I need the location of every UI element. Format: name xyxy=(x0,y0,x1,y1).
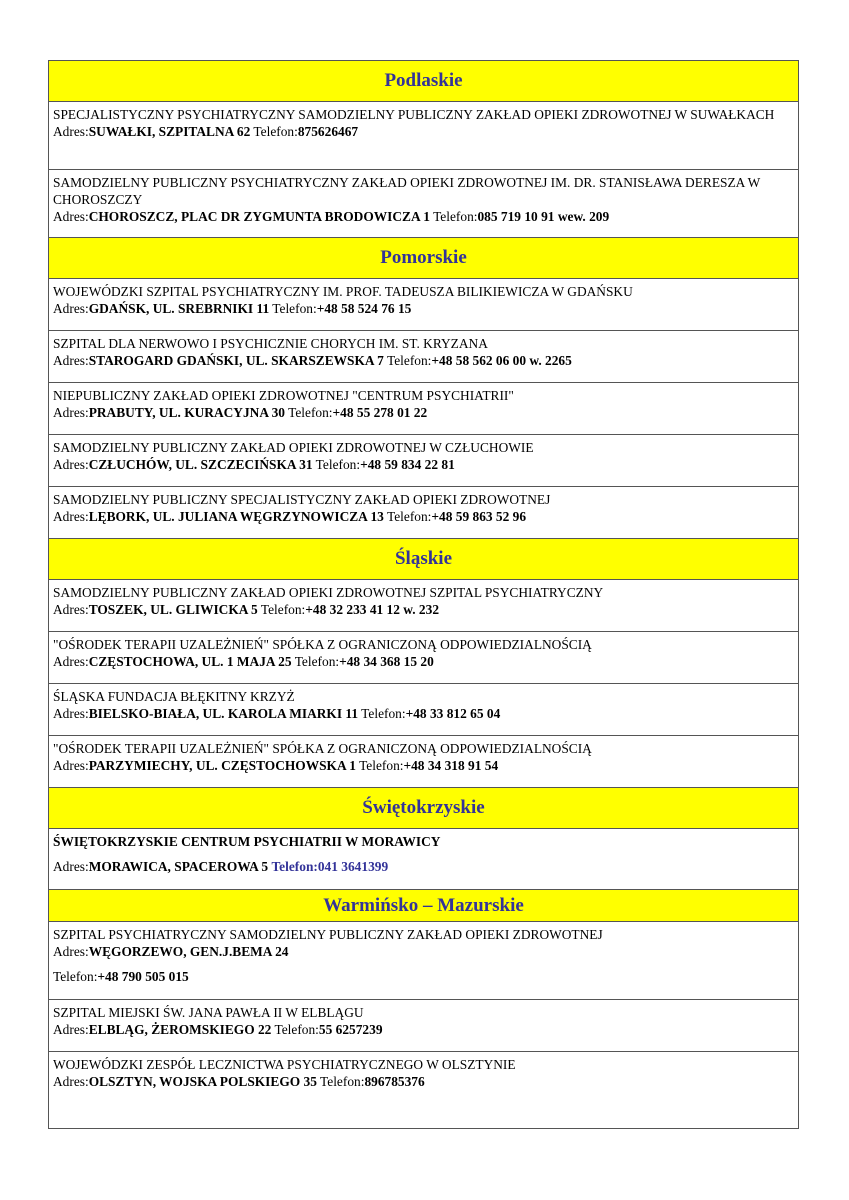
region-header-warminsko-mazurskie xyxy=(49,890,798,922)
facility-name: "OŚRODEK TERAPII UZALEŻNIEŃ" SPÓŁKA Z OGRANICZONĄ ODPOWIEDZIALNOŚCIĄ xyxy=(53,637,592,652)
facility-address-line: Adres:CZĘSTOCHOWA, UL. 1 MAJA 25 Telefon:+48 34 368 15 20 xyxy=(53,654,434,669)
facility-phone: +48 34 318 91 54 xyxy=(403,758,499,773)
facility-address-line: Adres:MORAWICA, SPACEROWA 5 Telefon:041 3641399 xyxy=(53,859,389,874)
region-header-podlaskie xyxy=(49,61,798,102)
facility-entry xyxy=(49,1000,798,1052)
facility-address-line: Adres:OLSZTYN, WOJSKA POLSKIEGO 35 Telefon:896785376 xyxy=(53,1074,425,1089)
facility-phone: 085 719 10 91 wew. 209 xyxy=(477,209,610,224)
region-title: Śląskie xyxy=(394,548,453,569)
facility-name: ŚLĄSKA FUNDACJA BŁĘKITNY KRZYŻ xyxy=(53,689,295,704)
facility-phone: 896785376 xyxy=(364,1074,425,1089)
region-header-slaskie xyxy=(49,539,798,580)
facility-name: SZPITAL PSYCHIATRYCZNY SAMODZIELNY PUBLICZNY ZAKŁAD OPIEKI ZDROWOTNEJ xyxy=(53,927,603,942)
facility-phone: Telefon:041 3641399 xyxy=(271,859,389,874)
facility-name: "OŚRODEK TERAPII UZALEŻNIEŃ" SPÓŁKA Z OGRANICZONĄ ODPOWIEDZIALNOŚCIĄ xyxy=(53,741,592,756)
facility-name: SAMODZIELNY PUBLICZNY ZAKŁAD OPIEKI ZDROWOTNEJ SZPITAL PSYCHIATRYCZNY xyxy=(53,585,604,600)
facility-phone: 55 6257239 xyxy=(318,1022,383,1037)
facility-address-line: Adres:PARZYMIECHY, UL. CZĘSTOCHOWSKA 1 Telefon:+48 34 318 91 54 xyxy=(53,758,499,773)
facility-entry xyxy=(49,487,798,539)
facilities-table xyxy=(48,60,799,1129)
facility-entry xyxy=(49,170,798,238)
facility-address-line: Adres:WĘGORZEWO, GEN.J.BEMA 24 xyxy=(53,944,289,959)
facility-phone: +48 59 863 52 96 xyxy=(431,509,527,524)
facility-address: SUWAŁKI, SZPITALNA 62 xyxy=(88,124,251,139)
facility-address: LĘBORK, UL. JULIANA WĘGRZYNOWICZA 13 xyxy=(88,509,384,524)
facility-address: CHOROSZCZ, PLAC DR ZYGMUNTA BRODOWICZA 1 xyxy=(88,209,430,224)
facility-address-line: Adres:CZŁUCHÓW, UL. SZCZECIŃSKA 31 Telefon:+48 59 834 22 81 xyxy=(53,457,455,472)
facility-name: NIEPUBLICZNY ZAKŁAD OPIEKI ZDROWOTNEJ "CENTRUM PSYCHIATRII" xyxy=(53,388,514,403)
facility-address: STAROGARD GDAŃSKI, UL. SKARSZEWSKA 7 xyxy=(88,353,384,368)
facility-address: OLSZTYN, WOJSKA POLSKIEGO 35 xyxy=(88,1074,317,1089)
facility-name: SAMODZIELNY PUBLICZNY SPECJALISTYCZNY ZAKŁAD OPIEKI ZDROWOTNEJ xyxy=(53,492,551,507)
facility-address: PARZYMIECHY, UL. CZĘSTOCHOWSKA 1 xyxy=(88,758,356,773)
facility-name: SZPITAL DLA NERWOWO I PSYCHICZNIE CHORYCH IM. ST. KRYZANA xyxy=(53,336,488,351)
facility-name: SZPITAL MIEJSKI ŚW. JANA PAWŁA II W ELBLĄGU xyxy=(53,1005,364,1020)
facility-phone: +48 58 562 06 00 w. 2265 xyxy=(431,353,572,368)
facility-entry xyxy=(49,829,798,890)
facility-name: SAMODZIELNY PUBLICZNY PSYCHIATRYCZNY ZAKŁAD OPIEKI ZDROWOTNEJ IM. DR. STANISŁAWA DERESZA W CHOROSZCZY xyxy=(53,175,761,207)
facility-entry xyxy=(49,580,798,632)
facility-name: ŚWIĘTOKRZYSKIE CENTRUM PSYCHIATRII W MORAWICY xyxy=(53,834,441,849)
facility-phone: +48 34 368 15 20 xyxy=(339,654,434,669)
facility-phone: 875626467 xyxy=(297,124,359,139)
facility-entry xyxy=(49,922,798,1000)
facility-phone: +48 59 834 22 81 xyxy=(360,457,455,472)
facility-address: WĘGORZEWO, GEN.J.BEMA 24 xyxy=(88,944,289,959)
facility-phone: +48 58 524 76 15 xyxy=(316,301,412,316)
facility-address: CZŁUCHÓW, UL. SZCZECIŃSKA 31 xyxy=(88,457,313,472)
facility-entry xyxy=(49,279,798,331)
facility-address-line: Adres:BIELSKO-BIAŁA, UL. KAROLA MIARKI 11 Telefon:+48 33 812 65 04 xyxy=(53,706,501,721)
facility-address-line: Adres:CHOROSZCZ, PLAC DR ZYGMUNTA BRODOWICZA 1 Telefon:085 719 10 91 wew. 209 xyxy=(53,209,610,224)
facility-entry xyxy=(49,383,798,435)
facility-address-line: Adres:TOSZEK, UL. GLIWICKA 5 Telefon:+48 32 233 41 12 w. 232 xyxy=(53,602,440,617)
facility-phone: +48 55 278 01 22 xyxy=(332,405,428,420)
region-title: Warmińsko – Mazurskie xyxy=(323,894,524,916)
region-header-swietokrzyskie xyxy=(49,788,798,829)
region-title: Świętokrzyskie xyxy=(362,797,485,818)
facility-name: WOJEWÓDZKI ZESPÓŁ LECZNICTWA PSYCHIATRYCZNEGO W OLSZTYNIE xyxy=(53,1057,516,1072)
facility-address: CZĘSTOCHOWA, UL. 1 MAJA 25 xyxy=(88,654,292,669)
region-title: Podlaskie xyxy=(384,70,463,91)
facility-address-line: Adres:GDAŃSK, UL. SREBRNIKI 11 Telefon:+48 58 524 76 15 xyxy=(53,301,412,316)
region-title: Pomorskie xyxy=(380,247,467,268)
facility-address-line: Adres:ELBLĄG, ŻEROMSKIEGO 22 Telefon:55 6257239 xyxy=(53,1022,383,1037)
facility-address: BIELSKO-BIAŁA, UL. KAROLA MIARKI 11 xyxy=(88,706,359,721)
region-header-pomorskie xyxy=(49,238,798,279)
facility-phone: +48 32 233 41 12 w. 232 xyxy=(305,602,440,617)
facility-entry xyxy=(49,1052,798,1128)
facility-entry xyxy=(49,632,798,684)
facility-address-line: Adres:PRABUTY, UL. KURACYJNA 30 Telefon:+48 55 278 01 22 xyxy=(53,405,428,420)
facility-name: SAMODZIELNY PUBLICZNY ZAKŁAD OPIEKI ZDROWOTNEJ W CZŁUCHOWIE xyxy=(53,440,534,455)
facility-entry xyxy=(49,102,798,170)
facility-address-line: Adres:LĘBORK, UL. JULIANA WĘGRZYNOWICZA 13 Telefon:+48 59 863 52 96 xyxy=(53,509,527,524)
facility-phone: +48 33 812 65 04 xyxy=(405,706,501,721)
facility-address-line: Adres:STAROGARD GDAŃSKI, UL. SKARSZEWSKA 7 Telefon:+48 58 562 06 00 w. 2265 xyxy=(53,353,572,368)
facility-address-line: Adres:SUWAŁKI, SZPITALNA 62 Telefon:875626467 xyxy=(53,124,359,139)
facility-entry xyxy=(49,435,798,487)
facility-phone-line: Telefon:+48 790 505 015 xyxy=(53,969,189,984)
facility-phone: +48 790 505 015 xyxy=(97,969,189,984)
facility-name: SPECJALISTYCZNY PSYCHIATRYCZNY SAMODZIELNY PUBLICZNY ZAKŁAD OPIEKI ZDROWOTNEJ W SUWAŁKACH xyxy=(53,107,775,122)
facility-address: PRABUTY, UL. KURACYJNA 30 xyxy=(88,405,285,420)
facility-entry xyxy=(49,736,798,788)
facility-name: WOJEWÓDZKI SZPITAL PSYCHIATRYCZNY IM. PROF. TADEUSZA BILIKIEWICZA W GDAŃSKU xyxy=(53,284,633,299)
facility-address: ELBLĄG, ŻEROMSKIEGO 22 xyxy=(88,1022,272,1037)
facility-address: MORAWICA, SPACEROWA 5 xyxy=(88,859,269,874)
facility-entry xyxy=(49,684,798,736)
facility-address: GDAŃSK, UL. SREBRNIKI 11 xyxy=(88,301,270,316)
facility-entry xyxy=(49,331,798,383)
facility-address: TOSZEK, UL. GLIWICKA 5 xyxy=(88,602,258,617)
